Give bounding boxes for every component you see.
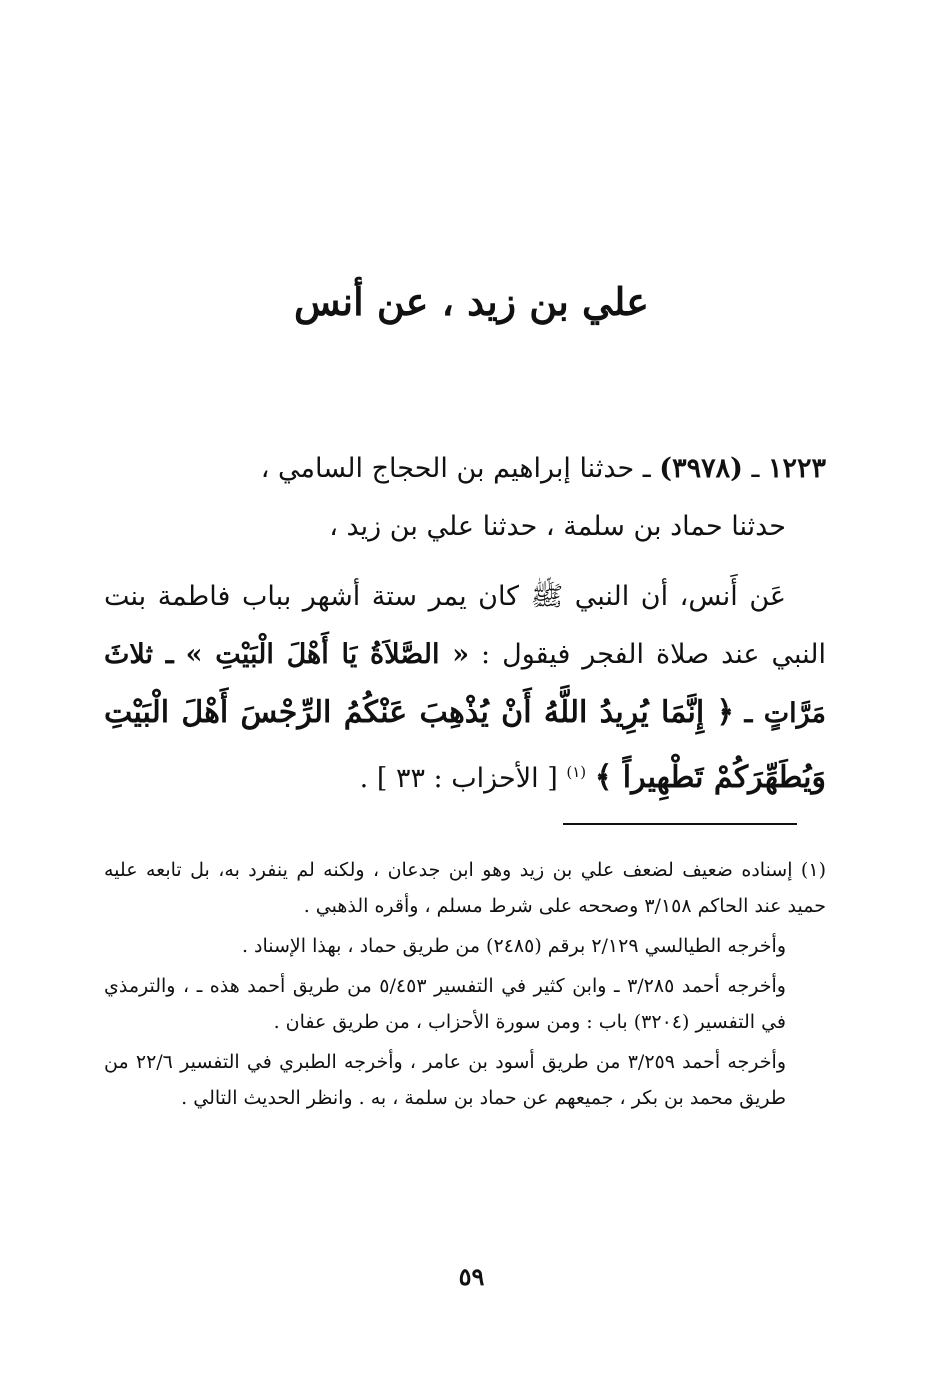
isnad-line-2: حدثنا حماد بن سلمة ، حدثنا علي بن زيد ، (329, 511, 786, 542)
footnotes (104, 852, 826, 1120)
footnote-1: (١) إسناده ضعيف لضعف علي بن زيد وهو ابن جدعان ، ولكنه لم ينفرد به، بل تابعه عليه حميد عند الحاكم ٣/١٥٨ وصححه على شرط مسلم ، وأقره الذهبي . (104, 859, 826, 917)
footnote-separator (563, 823, 797, 825)
page-number: ٥٩ (458, 1262, 485, 1291)
verse-citation: [ الأحزاب : ٣٣ ] . (359, 763, 558, 794)
hadith-block (104, 440, 826, 808)
footnote-3: وأخرجه أحمد ٣/٢٨٥ ـ وابن كثير في التفسير ٥/٤٥٣ من طريق أحمد هذه ـ ، والترمذي في التفسير (٣٢٠٤) باب : ومن سورة الأحزاب ، من طريق عفان . (104, 975, 786, 1033)
chapter-title: علي بن زيد ، عن أنس (294, 279, 649, 324)
quran-verse: ﴿ إِنَّمَا يُرِيدُ اللَّهُ أَنْ يُذْهِبَ عَنْكُمُ الرِّجْسَ أَهْلَ الْبَيْتِ وَيُطَهِّرَكُمْ تَطْهِيراً ﴾ (104, 695, 826, 795)
hadith-alt-number: (٣٩٧٨) (659, 453, 743, 484)
footnote-4: وأخرجه أحمد ٣/٢٥٩ من طريق أسود بن عامر ، وأخرجه الطبري في التفسير ٢٢/٦ من طريق محمد بن بكر ، جميعهم عن حماد بن سلمة ، به . وانظر الحديث التالي . (104, 1051, 786, 1109)
repeat-note: ـ ثلاثَ مَرَّاتٍ ـ (104, 639, 826, 729)
matn-intro: عَن أَنس، أن النبي ﷺ كان يمر ستة أشهر بباب فاطمة بنت النبي عند صلاة الفجر فيقول : (104, 581, 826, 670)
isnad-line-1 (104, 440, 826, 498)
prophet-call: « الصَّلاَةُ يَا أَهْلَ الْبَيْتِ » (185, 639, 470, 670)
footnote-2: وأخرجه الطيالسي ٢/١٢٩ برقم (٢٤٨٥) من طريق حماد ، بهذا الإسناد . (241, 935, 786, 957)
isnad-text-1: ـ حدثنا إبراهيم بن الحجاج السامي ، (260, 453, 651, 484)
number-dash: ـ (751, 453, 760, 484)
hadith-number: ١٢٢٣ (767, 453, 826, 484)
hadith-matn (104, 568, 826, 808)
footnote-marker: (١) (566, 763, 587, 781)
